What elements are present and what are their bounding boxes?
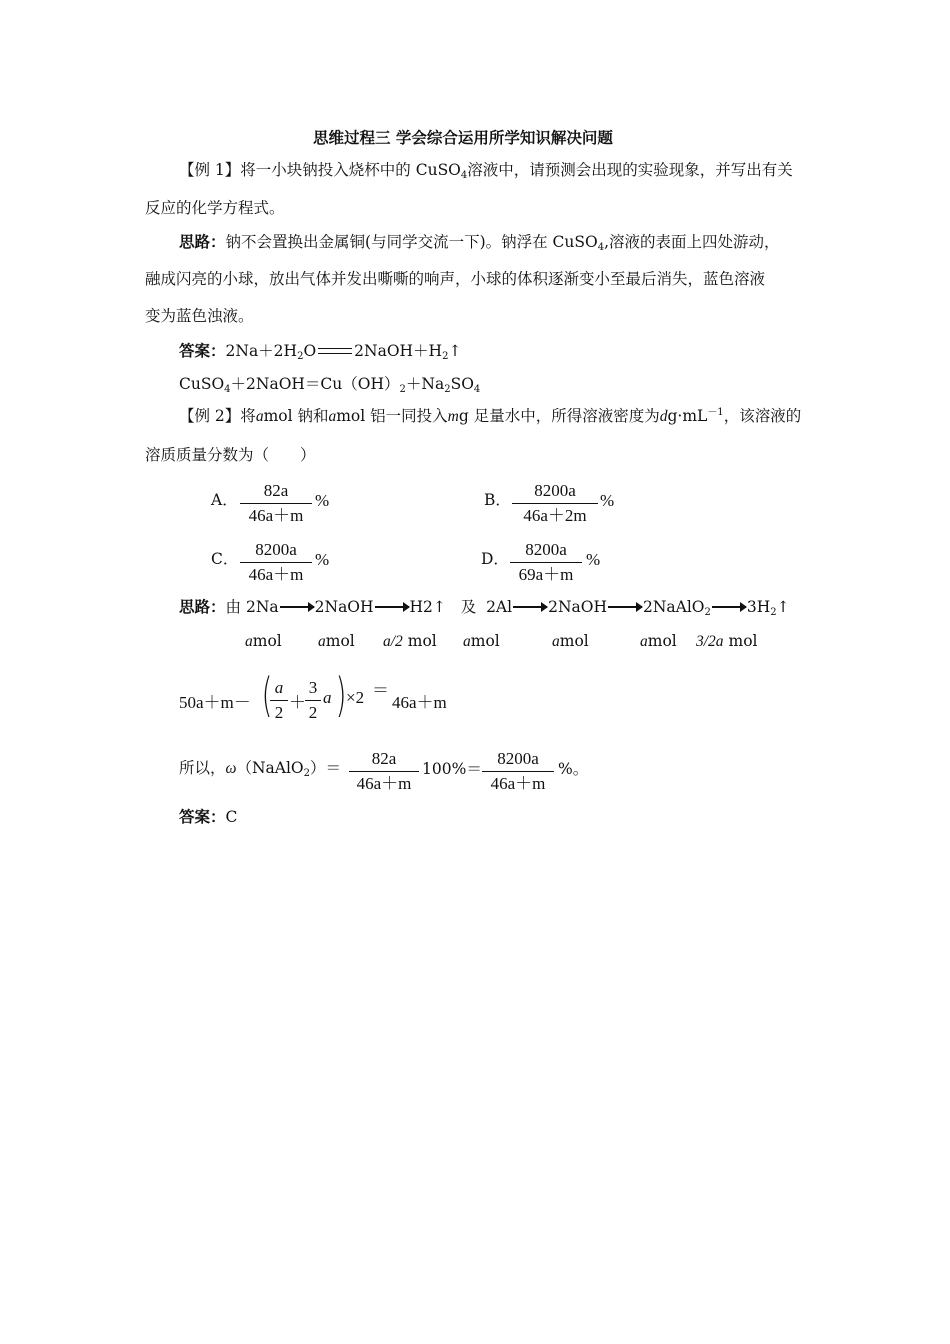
option-d-fraction: 8200a 69a＋m (510, 539, 582, 586)
amount-na: amol (245, 632, 282, 650)
example1-answer-eq1: 答案：$2Na+2H_2O$ $2NaOH+H_2↑$ (179, 341, 462, 362)
example2-question-line2: 溶质质量分数为（ ） (145, 446, 316, 464)
example1-answer-eq2: $CuSO_4+2NaOH=Cu(OH)_2+Na_2SO_4$ (179, 375, 481, 395)
amount-naoh: amol (318, 632, 355, 650)
so-fraction-1: 82a 46a＋m (349, 748, 419, 795)
amount-naalo2: amol (640, 632, 677, 650)
reaction-arrow (712, 606, 746, 608)
calc-left: 50a＋m－ (179, 693, 251, 712)
amount-h2: a/2 mol (383, 632, 437, 650)
think-label: 思路： (179, 597, 226, 616)
example1-think-line2: 融成闪亮的小球，放出气体并发出嘶嘶的响声，小球的体积逐渐变小至最后消失，蓝色溶液 (145, 270, 766, 288)
amount-3h2: 3/2a mol (696, 632, 758, 650)
so-fraction-2: 8200a 46a＋m (482, 748, 554, 795)
option-a-label: A． (211, 491, 238, 509)
option-a-fraction: 82a 46a＋m (240, 480, 312, 527)
answer-label: 答案： (179, 341, 226, 360)
reaction-arrow (280, 606, 314, 608)
think-label: 思路： (179, 232, 226, 251)
page-title: 思维过程三 学会综合运用所学知识解决问题 (313, 128, 613, 147)
option-c-fraction: 8200a 46a＋m (240, 539, 312, 586)
left-paren: ( (261, 668, 273, 722)
amount-al: amol (463, 632, 500, 650)
reaction-arrow (608, 606, 642, 608)
example1-tag: 【例 1】 (179, 161, 241, 179)
so-line-prefix: 所以，ω（NaAlO$_2$）＝ (179, 759, 342, 779)
right-paren: ) (335, 668, 347, 722)
answer-value: C (225, 808, 238, 826)
amount-naoh-2: amol (552, 632, 589, 650)
reaction-arrow (375, 606, 409, 608)
example1-question-line2: 反应的化学方程式。 (145, 199, 285, 217)
option-d-label: D． (481, 550, 509, 568)
option-c-label: C． (211, 550, 239, 568)
example2-answer (179, 807, 237, 827)
example2-think-chain: 思路：由 2Na 2NaOH H2↑ 及 2Al 2NaOH 2NaAlO$_2$ $3H_2↑$ (179, 597, 790, 618)
calc-fraction-a-over-2: a 2 (270, 677, 288, 724)
option-b-fraction: 8200a 46a＋2m (512, 480, 598, 527)
calc-right: 46a＋m (392, 693, 447, 712)
example1-think-line3: 变为蓝色浊液。 (145, 307, 254, 325)
reaction-arrow (513, 606, 547, 608)
example1-think-line1: 思路：钠不会置换出金属铜(与同学交流一下)。钠浮在 CuSO$_4$,溶液的表面上四处游动， (179, 232, 780, 253)
document-page: 思维过程三 学会综合运用所学知识解决问题 【例 1】将一小块钠投入烧杯中的 CuSO$_4$溶液中，请预测会出现的实验现象，并写出有关 反应的化学方程式。 思路：钠不会置换出金属铜(与同学交流一下)。钠浮在 CuSO$_4$,溶液的表面上四处游动， 融成闪亮的小球，放出气体并发出嘶嘶的响声，小球的体积逐渐变小至最后消失，蓝色溶液 变为蓝色浊液。 答案：$2Na+2H_2O$ $2NaOH+H_2↑$ $CuSO_4+2NaOH=Cu(OH)_2+Na_2SO_4$ 【例 2】将amol 钠和amol 铝一同投入mg 足量水中，所得溶液密度为$dg\cdot mL^{-1}$，该溶液的 溶质质量分数为（ ） A． 82a 46a＋m % B． 8200a 46a＋2m % C． 8200a 46a＋m % D． 8200a 69a＋m % 思路：由 2Na 2NaOH H2↑ 及 2Al 2NaOH 2NaAlO$_2$ $3H_2↑$ amol amol a/2 mol amol amol amol 3/2a mol 50a＋m－ ( a 2 ＋ 3 2 a ) ×2 ＝ 46a＋m 所以，ω（NaAlO$_2$）＝ 82a 46a＋m 100%＝ 8200a 46a＋m %。 答案：C (145, 128, 802, 826)
double-line-equals (318, 348, 352, 354)
answer-label: 答案： (179, 807, 226, 826)
option-b-label: B． (484, 491, 511, 509)
example1-question-line1: 【例 1】将一小块钠投入烧杯中的 CuSO$_4$溶液中，请预测会出现的实验现象，并写出有关 (179, 161, 793, 181)
calc-fraction-3-over-2: 3 2 (305, 677, 321, 724)
example2-question-line1: 【例 2】将amol 钠和amol 铝一同投入mg 足量水中，所得溶液密度为$dg\cdot mL^{-1}$，该溶液的 (179, 407, 802, 425)
example2-tag: 【例 2】 (179, 407, 241, 425)
